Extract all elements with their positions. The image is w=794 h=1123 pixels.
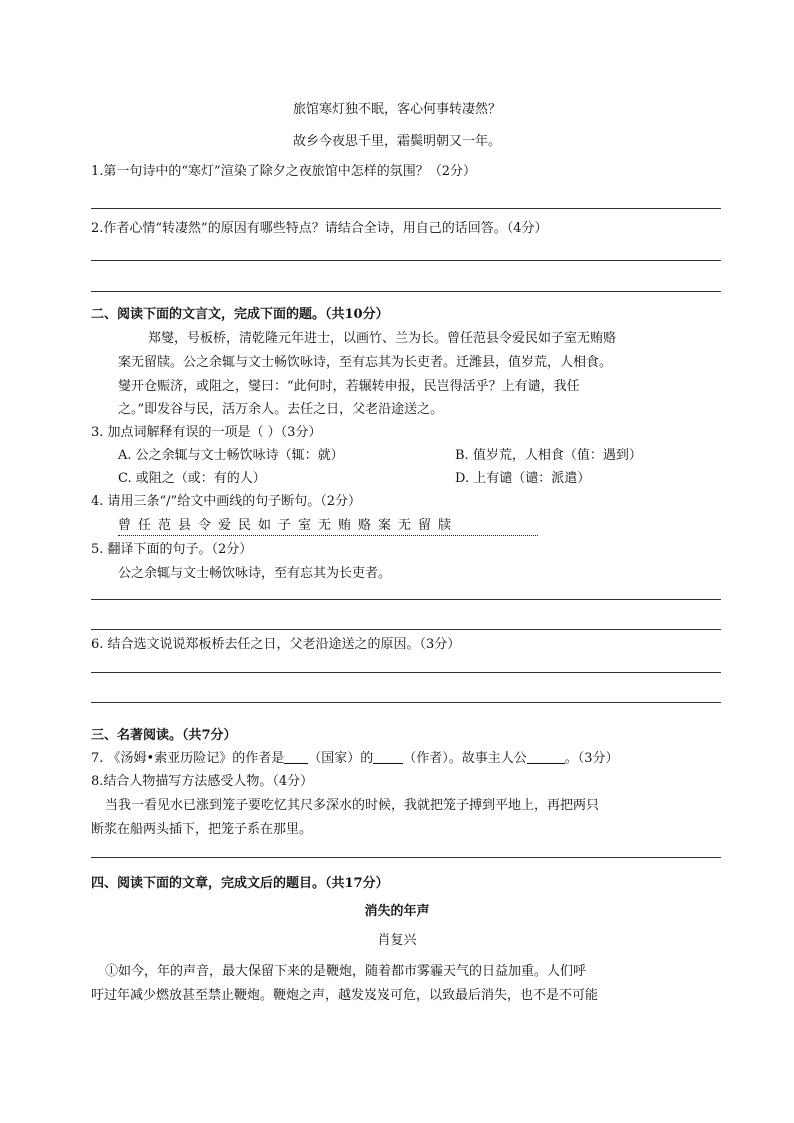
answer-line <box>91 702 721 703</box>
answer-line <box>91 291 721 292</box>
q5-sentence: 公之余辄与文士畅饮咏诗，至有忘其为长吏者。 <box>118 566 392 581</box>
section-3-heading: 三、名著阅读。（共7分） <box>91 728 237 743</box>
q8-passage-line: 当我一看见水已涨到笼子要吃忆其尺多深水的时候，我就把笼子搏到平地上，再把两只 <box>105 798 600 813</box>
q7-part: （作者）。故事主人公 <box>403 751 527 766</box>
answer-line <box>91 208 721 209</box>
article-paragraph-line: 吁过年减少燃放甚至禁止鞭炮。鞭炮之声，越发岌岌可危，以致最后消失，也不是不可能 <box>91 988 599 1003</box>
question-5: 5. 翻译下面的句子。（2分） <box>91 542 253 557</box>
article-title: 消失的年声 <box>364 904 430 919</box>
underline-mark <box>118 535 538 536</box>
question-7 <box>91 750 619 768</box>
q8-passage-line: 断浆在船两头插下，把笼子系在那里。 <box>91 822 313 837</box>
question-3: 3. 加点词解释有误的一项是（ ）（3分） <box>91 425 322 440</box>
question-4: 4. 请用三条“/”给文中画线的句子断句。（2分） <box>91 494 361 509</box>
answer-line <box>91 629 721 630</box>
option-b: B. 值岁荒，人相食（值：遇到） <box>455 448 642 463</box>
passage-line: 案无留牍。公之余辄与文士畅饮咏诗，至有忘其为长吏者。迁潍县，值岁荒，人相食。 <box>118 355 613 370</box>
passage-line: 之。”即发谷与民，活万余人。去任之日，父老沿途送之。 <box>118 402 444 417</box>
q4-sentence: 曾任范县令爱民如子室无贿赂案无留牍 <box>118 518 459 533</box>
question-1: 1.第一句诗中的“寒灯”渲染了除夕之夜旅馆中怎样的氛围？（2分） <box>91 164 476 179</box>
option-d: D. 上有谴（谴：派遣） <box>455 471 591 486</box>
section-4-heading: 四、阅读下面的文章，完成文后的题目。（共17分） <box>91 876 389 891</box>
article-paragraph-line: ①如今，年的声音，最大保留下来的是鞭炮，随着都市雾霾天气的日益加重。人们呼 <box>105 964 587 979</box>
answer-line <box>91 260 721 261</box>
poem-line-2: 故乡今夜思千里，霜鬓明朝又一年。 <box>292 134 501 149</box>
answer-line <box>91 672 721 673</box>
q7-part: 。（3分） <box>564 751 619 766</box>
q7-part: 7. 《汤姆•索亚历险记》的作者是 <box>91 751 285 766</box>
fill-blank[interactable] <box>284 750 308 764</box>
fill-blank[interactable] <box>527 750 565 764</box>
fill-blank[interactable] <box>373 750 403 764</box>
answer-line <box>91 599 721 600</box>
question-6: 6. 结合选文说说郑板桥去任之日，父老沿途送之的原因。（3分） <box>91 637 461 652</box>
option-a: A. 公之余辄与文士畅饮咏诗（辄：就） <box>118 448 344 463</box>
q7-part: （国家）的 <box>308 751 374 766</box>
passage-line: 郑燮，号板桥，清乾隆元年进士，以画竹、兰为长。曾任范县令爱民如子室无贿赂 <box>148 331 617 346</box>
option-c: C. 或阻之（或：有的人） <box>118 471 266 486</box>
question-2: 2.作者心情“转凄然”的原因有哪些特点？请结合全诗，用自己的话回答。（4分） <box>91 221 548 236</box>
article-author: 肖复兴 <box>377 933 417 948</box>
passage-line: 燮开仓赈济，或阻之，燮曰：“此何时，若辗转申报，民岂得活乎？上有谴，我任 <box>118 379 580 394</box>
section-2-heading: 二、阅读下面的文言文，完成下面的题。（共10分） <box>91 307 389 322</box>
poem-line-1: 旅馆寒灯独不眠，客心何事转凄然？ <box>292 102 501 117</box>
answer-line <box>91 857 721 858</box>
question-8: 8.结合人物描写方法感受人物。（4分） <box>91 774 314 789</box>
